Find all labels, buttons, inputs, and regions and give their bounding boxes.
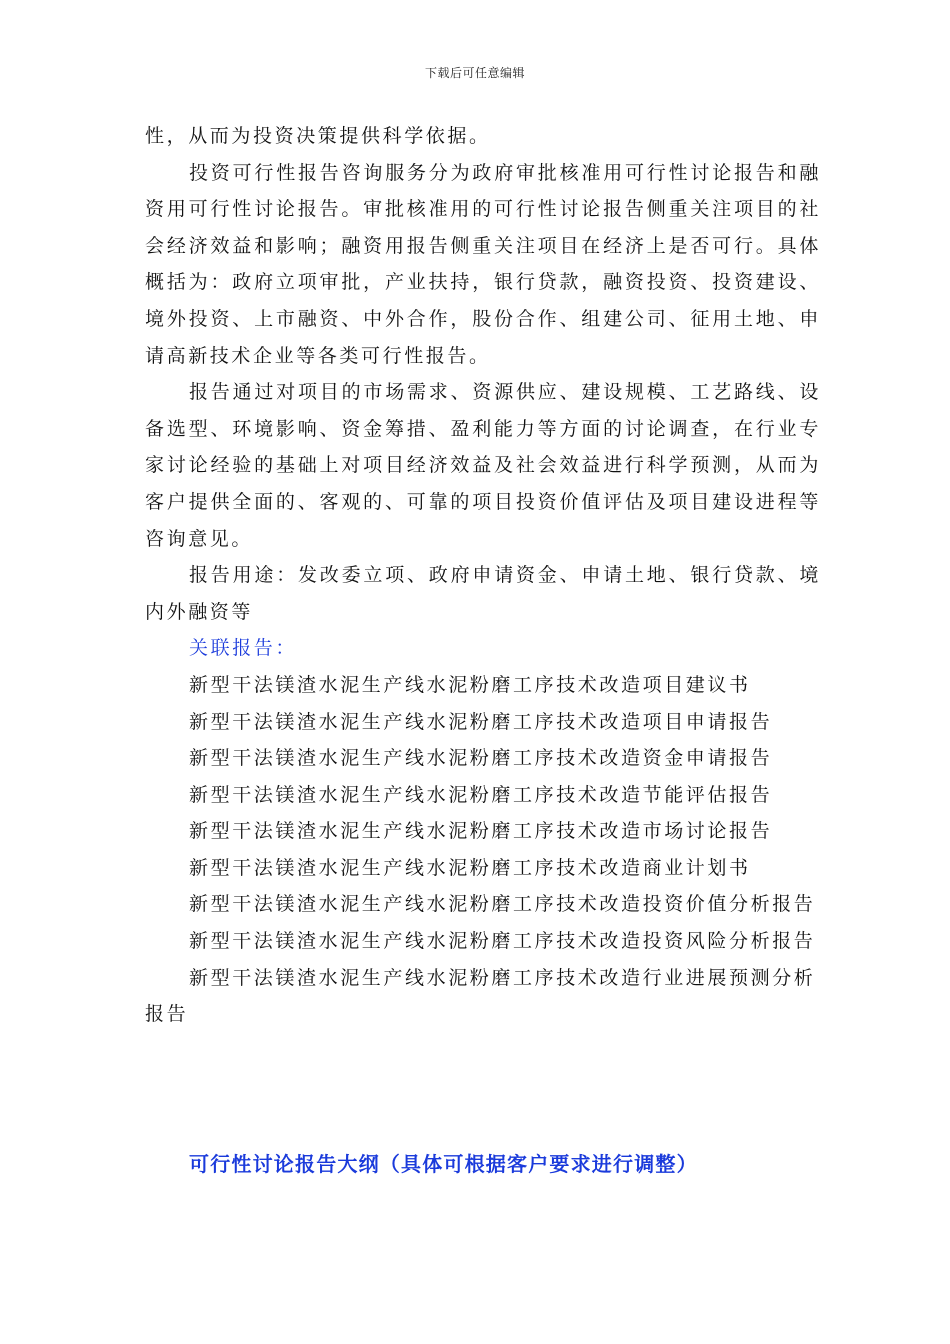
- related-report-item[interactable]: 新型干法镁渣水泥生产线水泥粉磨工序技术改造节能评估报告: [189, 783, 773, 806]
- related-report-item[interactable]: 新型干法镁渣水泥生产线水泥粉磨工序技术改造资金申请报告: [189, 747, 773, 770]
- paragraph-service-types: 投资可行性报告咨询服务分为政府审批核准用可行性讨论报告和融资用可行性讨论报告。审批核准用的可行性讨论报告侧重关注项目的社会经济效益和影响；融资用报告侧重关注项目在经济上是否可行。具体概括为：政府立项审批，产业扶持，银行贷款，融资投资、投资建设、境外投资、上市融资、中外合作，股份合作、组建公司、征用土地、申请高新技术企业等各类可行性报告。: [145, 161, 821, 367]
- related-report-item[interactable]: 新型干法镁渣水泥生产线水泥粉磨工序技术改造商业计划书: [189, 856, 751, 879]
- paragraph-report-usage: 报告用途：发改委立项、政府申请资金、申请土地、银行贷款、境内外融资等: [145, 564, 821, 623]
- related-report-item[interactable]: 新型干法镁渣水泥生产线水泥粉磨工序技术改造投资价值分析报告: [189, 893, 816, 916]
- related-report-item[interactable]: 新型干法镁渣水泥生产线水泥粉磨工序技术改造投资风险分析报告: [189, 930, 816, 953]
- paragraph-continuation: 性，从而为投资决策提供科学依据。: [145, 125, 491, 147]
- related-report-item[interactable]: 新型干法镁渣水泥生产线水泥粉磨工序技术改造行业进展预测分析报告: [145, 966, 816, 1026]
- related-reports-list: [145, 667, 821, 1033]
- page-header: 下载后可任意编辑: [424, 66, 525, 80]
- related-reports-title: 关联报告：: [189, 637, 298, 660]
- document-body: [145, 118, 821, 1033]
- paragraph-report-method: 报告通过对项目的市场需求、资源供应、建设规模、工艺路线、设备选型、环境影响、资金筹措、盈利能力等方面的讨论调查，在行业专家讨论经验的基础上对项目经济效益及社会效益进行科学预测，从而为客户提供全面的、客观的、可靠的项目投资价值评估及项目建设进程等咨询意见。: [145, 381, 821, 550]
- outline-heading: 可行性讨论报告大纲（具体可根据客户要求进行调整）: [189, 1152, 698, 1176]
- related-report-item[interactable]: 新型干法镁渣水泥生产线水泥粉磨工序技术改造项目申请报告: [189, 710, 773, 733]
- related-report-item[interactable]: 新型干法镁渣水泥生产线水泥粉磨工序技术改造项目建议书: [189, 673, 751, 696]
- related-report-item[interactable]: 新型干法镁渣水泥生产线水泥粉磨工序技术改造市场讨论报告: [189, 820, 773, 843]
